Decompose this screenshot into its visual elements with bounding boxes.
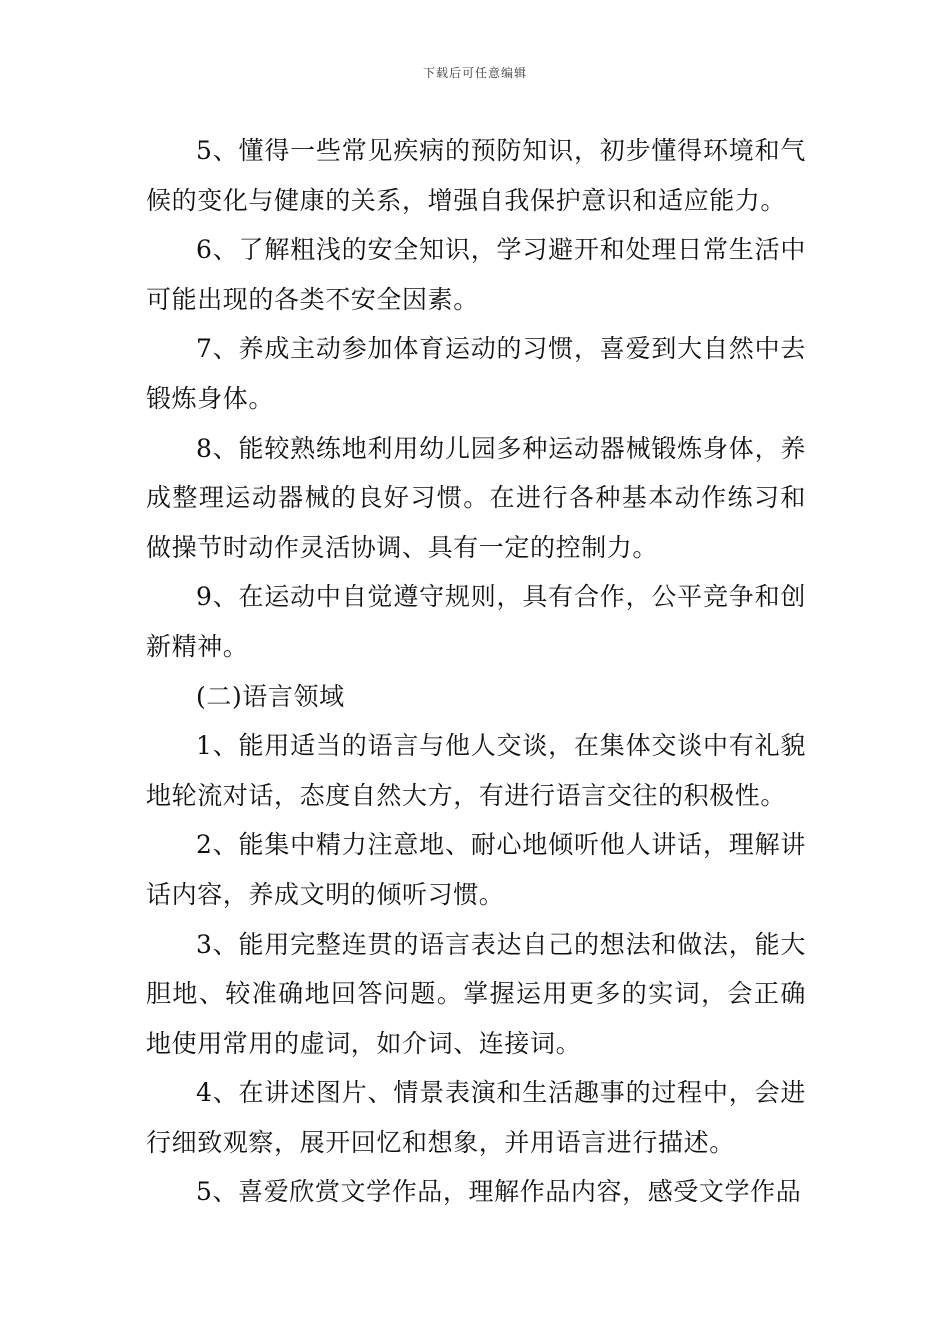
document-body [146,126,806,1217]
paragraph-language-4: 4、在讲述图片、情景表演和生活趣事的过程中，会进行细致观察，展开回忆和想象，并用语言进行描述。 [146,1078,806,1157]
paragraph-language-1: 1、能用适当的语言与他人交谈，在集体交谈中有礼貌地轮流对话，态度自然大方，有进行语言交往的积极性。 [146,731,806,810]
paragraph-language-3: 3、能用完整连贯的语言表达自己的想法和做法，能大胆地、较准确地回答问题。掌握运用更多的实词，会正确地使用常用的虚词，如介词、连接词。 [146,929,806,1058]
paragraph-language-2: 2、能集中精力注意地、耐心地倾听他人讲话，理解讲话内容，养成文明的倾听习惯。 [146,830,806,909]
paragraph-language-5: 5、喜爱欣赏文学作品，理解作品内容，感受文学作品 [196,1177,802,1207]
page-header: 下载后可任意编辑 [422,66,527,80]
section-heading-language: (二)语言领域 [196,681,345,711]
paragraph-health-5: 5、懂得一些常见疾病的预防知识，初步懂得环境和气候的变化与健康的关系，增强自我保护意识和适应能力。 [146,136,806,215]
paragraph-health-9: 9、在运动中自觉遵守规则，具有合作，公平竞争和创新精神。 [146,582,806,661]
paragraph-health-6: 6、了解粗浅的安全知识，学习避开和处理日常生活中可能出现的各类不安全因素。 [146,235,806,314]
paragraph-health-7: 7、养成主动参加体育运动的习惯，喜爱到大自然中去锻炼身体。 [146,334,806,413]
paragraph-health-8: 8、能较熟练地利用幼儿园多种运动器械锻炼身体，养成整理运动器械的良好习惯。在进行各种基本动作练习和做操节时动作灵活协调、具有一定的控制力。 [146,433,806,562]
